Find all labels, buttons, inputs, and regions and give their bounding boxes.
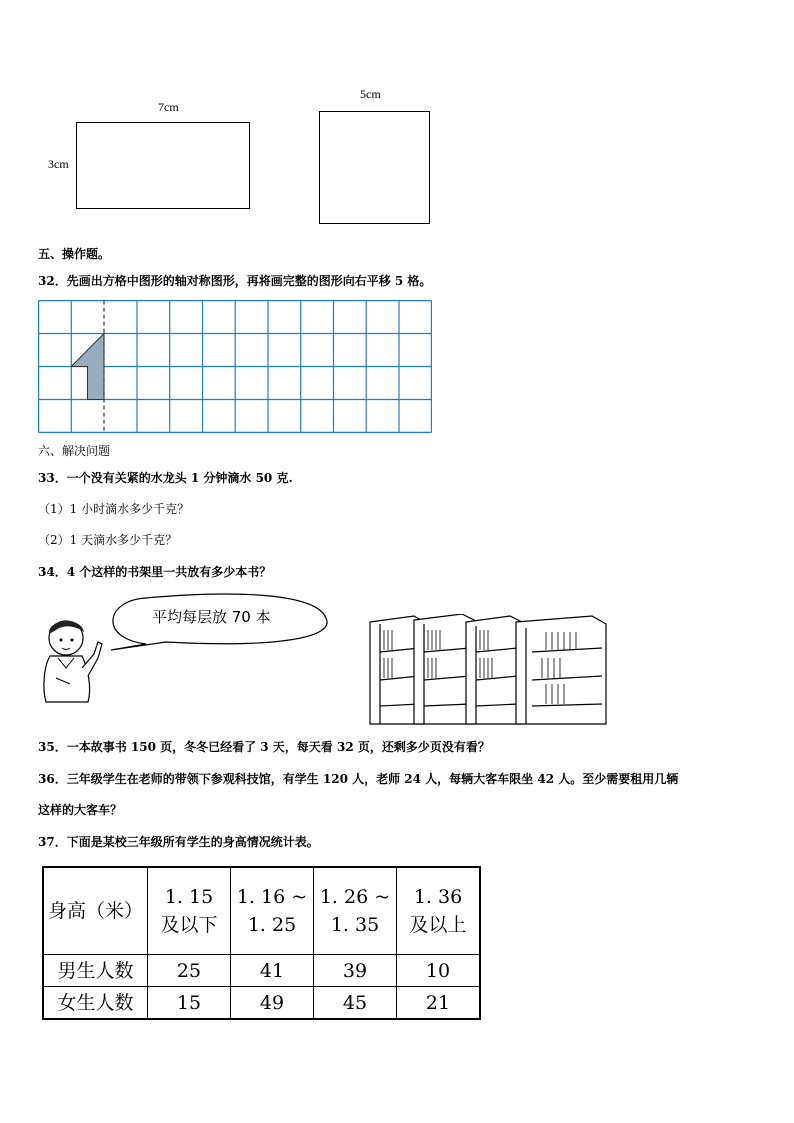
table-cell: 39 [314,955,397,987]
table-row [43,955,480,987]
section-5-title: 五、操作题。 [38,247,111,261]
table-cell: 10 [397,955,481,987]
table-cell: 45 [314,987,397,1020]
question-33: 33．一个没有关紧的水龙头 1 分钟滴水 50 克. [38,471,293,485]
question-32: 32．先画出方格中图形的轴对称图形，再将画完整的图形向右平移 5 格。 [38,274,432,288]
table-header-row [43,867,480,955]
rect-top-label: 7cm [158,100,179,114]
table-cell: 41 [231,955,314,987]
table-cell: 25 [148,955,231,987]
speech-bubble-text: 平均每层放 70 本 [152,608,271,626]
table-row [43,987,480,1020]
height-statistics-table [42,866,481,1020]
question-35: 35．一本故事书 150 页，冬冬已经看了 3 天，每天看 32 页，还剩多少页没有看？ [38,740,490,754]
header-cell: 1. 16 ~ 1. 25 [231,867,314,955]
square-shape [319,111,430,224]
rectangle-shape [76,122,250,209]
section-6-title: 六、解决问题 [38,444,111,458]
question-33-part-1: （1）1 小时滴水多少千克？ [38,502,190,516]
question-34: 34．4 个这样的书架里一共放有多少本书？ [38,565,272,579]
question-33-part-2: （2）1 天滴水多少千克？ [38,533,178,547]
header-cell: 1. 15 及以下 [148,867,231,955]
row-label: 男生人数 [43,955,148,987]
header-cell: 1. 36 及以上 [397,867,481,955]
table-cell: 21 [397,987,481,1020]
question-36-line-1: 36．三年级学生在老师的带领下参观科技馆，有学生 120 人，老师 24 人，每辆大客车限坐 42 人。至少需要租用几辆 [38,772,679,786]
table-cell: 49 [231,987,314,1020]
header-cell: 身高（米） [43,867,148,955]
question-37: 37．下面是某校三年级所有学生的身高情况统计表。 [38,835,319,849]
table-cell: 15 [148,987,231,1020]
header-cell: 1. 26 ~ 1. 35 [314,867,397,955]
rect-side-label: 3cm [48,157,69,171]
bookshelves-illustration [366,614,616,728]
square-label: 5cm [360,87,381,101]
row-label: 女生人数 [43,987,148,1020]
symmetry-grid [38,300,432,434]
given-shape [71,334,104,400]
question-36-line-2: 这样的大客车？ [38,803,123,817]
